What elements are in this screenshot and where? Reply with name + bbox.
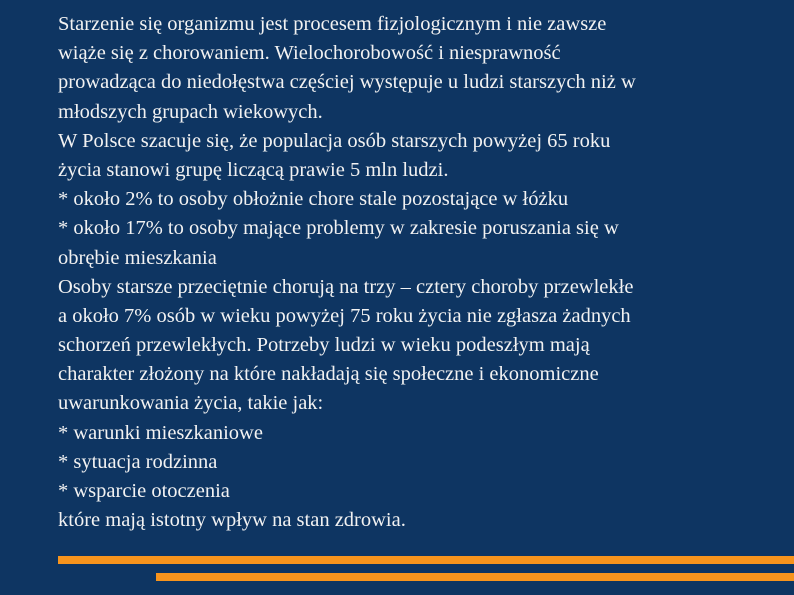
- bullet-line: * około 17% to osoby mające problemy w zakresie poruszania się w: [58, 217, 619, 240]
- text-line: Osoby starsze przeciętnie chorują na trzy – cztery choroby przewlekłe: [58, 275, 634, 298]
- bullet-line: * około 2% to osoby obłożnie chore stale pozostające w łóżku: [58, 188, 569, 211]
- text-line: prowadząca do niedołęstwa częściej występuje u ludzi starszych niż w: [58, 71, 636, 94]
- text-line: W Polsce szacuje się, że populacja osób starszych powyżej 65 roku: [58, 129, 611, 152]
- decorative-stripe-bottom: [156, 573, 794, 581]
- text-line: a około 7% osób w wieku powyżej 75 roku życia nie zgłasza żadnych: [58, 304, 631, 327]
- bullet-line: * warunki mieszkaniowe: [58, 421, 263, 444]
- text-line: schorzeń przewlekłych. Potrzeby ludzi w wieku podeszłym mają: [58, 334, 590, 357]
- text-line: Starzenie się organizmu jest procesem fizjologicznym i nie zawsze: [58, 13, 607, 35]
- text-line: życia stanowi grupę liczącą prawie 5 mln ludzi.: [58, 158, 449, 181]
- text-line: obrębie mieszkania: [58, 246, 217, 269]
- text-line: młodszych grupach wiekowych.: [58, 100, 323, 123]
- bullet-line: * wsparcie otoczenia: [58, 480, 230, 502]
- text-line: charakter złożony na które nakładają się społeczne i ekonomiczne: [58, 363, 599, 386]
- text-line: uwarunkowania życia, takie jak:: [58, 392, 324, 415]
- slide-body-text: [58, 10, 778, 535]
- text-line: które mają istotny wpływ na stan zdrowia.: [58, 509, 406, 532]
- decorative-stripe-top: [58, 556, 794, 564]
- bullet-line: * sytuacja rodzinna: [58, 450, 218, 473]
- text-line: wiąże się z chorowaniem. Wielochorobowość i niesprawność: [58, 42, 561, 65]
